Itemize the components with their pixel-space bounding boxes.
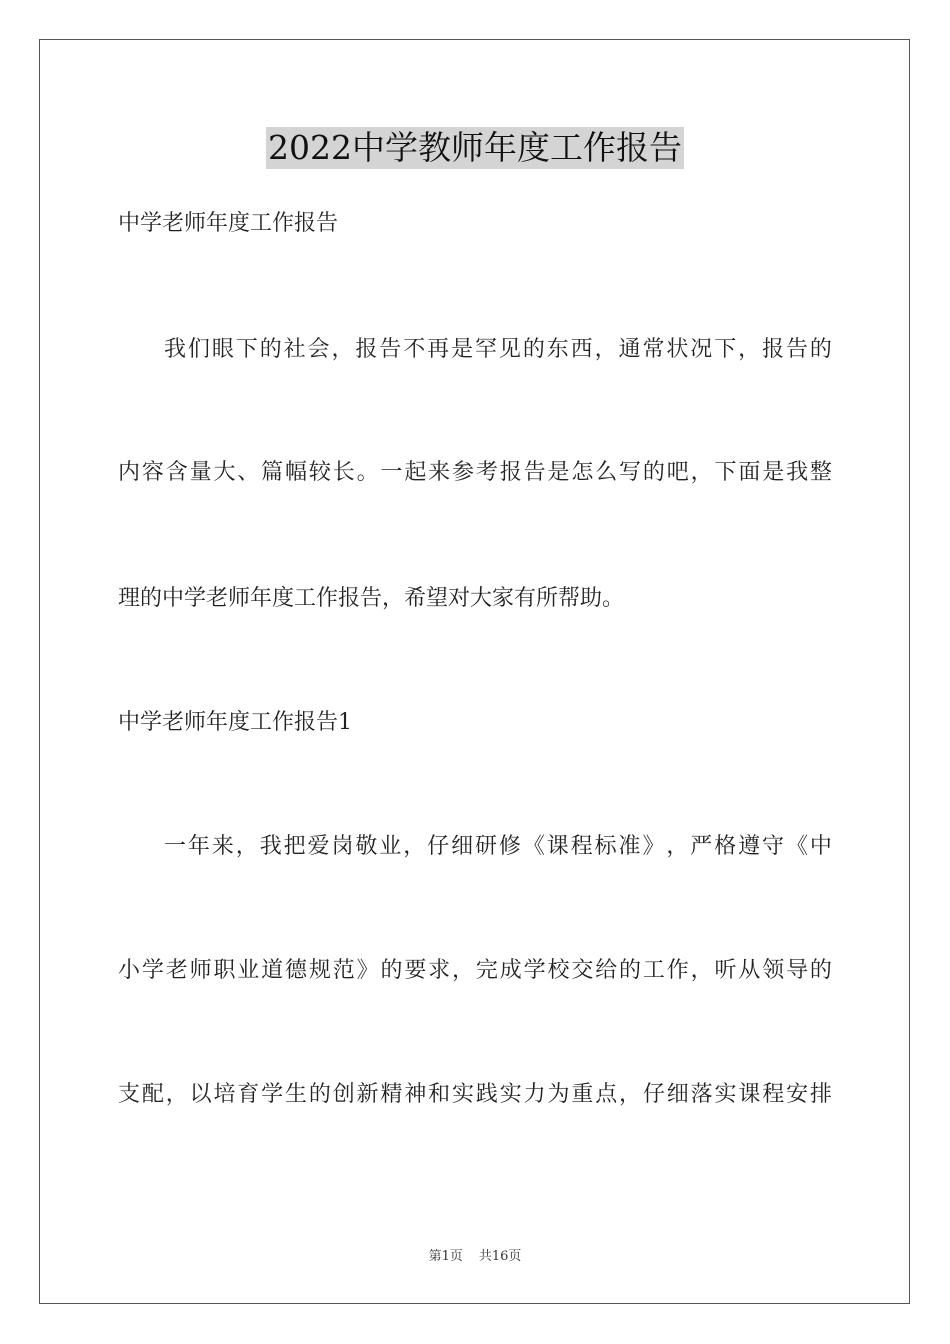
paragraph-line: 理的中学老师年度工作报告，希望对大家有所帮助。 [118,586,625,611]
paragraph-line: 支 配 ， 以 培 育 学 生 的 创 新 精 神 和 实 践 实 力 为 重 点 ， 仔 细 落 实 课 程 安 排 [118,1082,832,1107]
paragraph-line: 小 学 老 师 职 业 道 德 规 范 》 的 要 求 ， 完 成 学 校 交 给 的 工 作 ， 听 从 领 导 的 [118,958,832,983]
page-total: 共16页 [478,1249,522,1264]
paragraph-line: 一 年 来 ， 我 把 爱 岗 敬 业 ， 仔 细 研 修 《 课 程 标 准 》 ， 严 格 遵 守 《 中 [164,834,832,859]
title-container [0,127,950,169]
page-footer [0,1248,950,1266]
paragraph-line: 我 们 眼 下 的 社 会 ， 报 告 不 再 是 罕 见 的 东 西 ， 通 常 状 况 下 ， 报 告 的 [164,337,832,362]
subheading: 中学老师年度工作报告 [118,211,339,236]
document-title: 2022中学教师年度工作报告 [268,128,682,167]
paragraph-line: 内 容 含 量 大 、 篇 幅 较 长 。 一 起 来 参 考 报 告 是 怎 么 写 的 吧 ， 下 面 是 我 整 [118,460,832,485]
page-number: 第1页 [428,1249,463,1264]
section-heading: 中学老师年度工作报告1 [118,710,352,735]
